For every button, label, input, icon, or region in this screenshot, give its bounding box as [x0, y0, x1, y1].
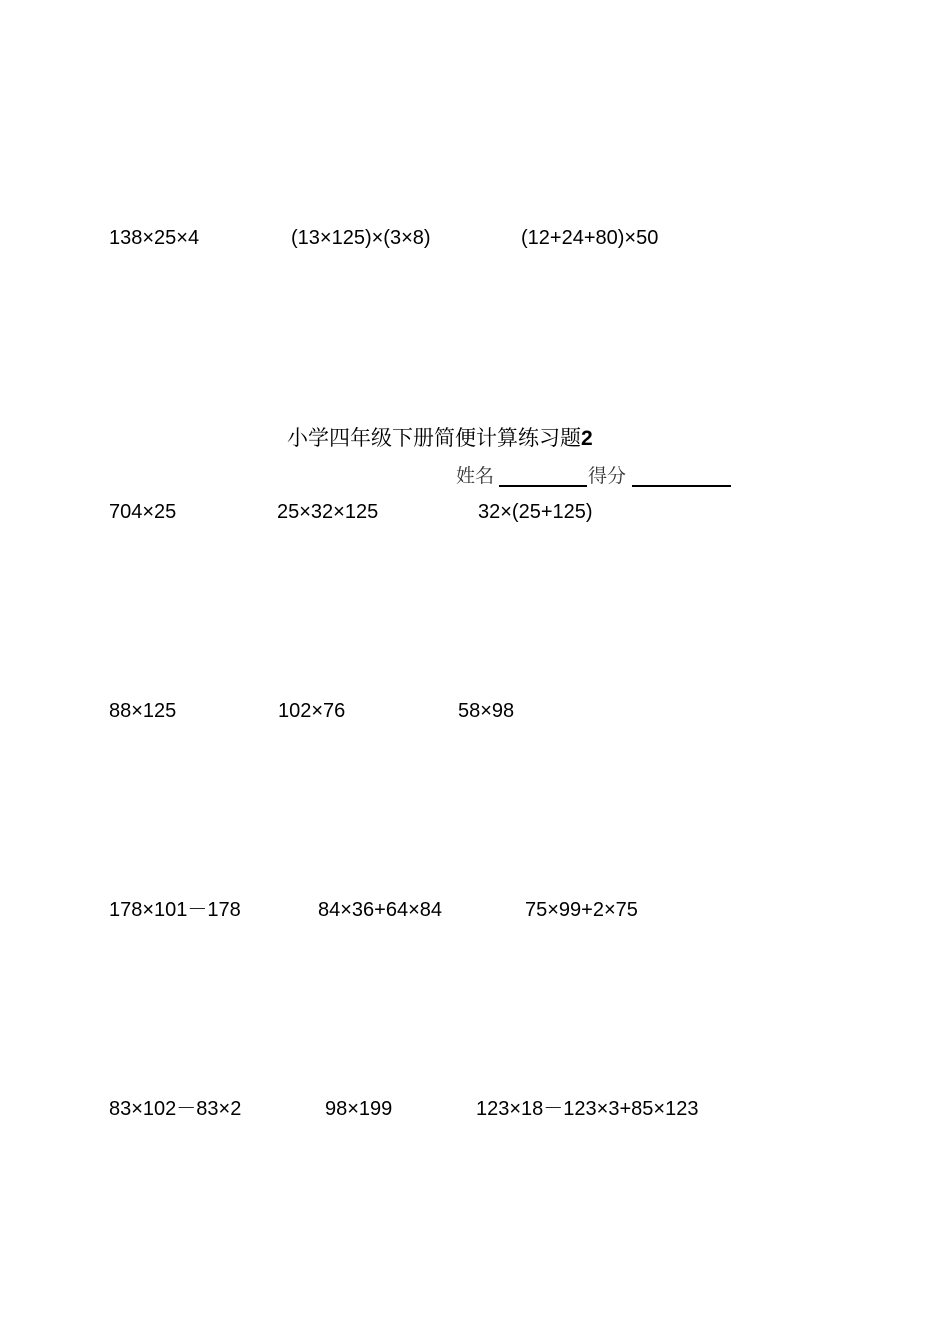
- score-blank: [632, 485, 731, 487]
- problem-4-2: 84×36+64×84: [318, 899, 443, 921]
- problem-3-3: 58×98: [458, 700, 515, 722]
- problem-1-2: (13×125)×(3×8): [291, 227, 431, 249]
- worksheet-title-number: 2: [581, 427, 593, 450]
- name-blank: [499, 485, 587, 487]
- problem-2-1: 704×25: [109, 501, 177, 523]
- problem-3-1: 88×125: [109, 700, 177, 722]
- score-label: 得分: [588, 465, 627, 487]
- problem-3-2: 102×76: [278, 700, 346, 722]
- problem-1-3: (12+24+80)×50: [521, 227, 659, 249]
- problem-5-3: 123×18－123×3+85×123: [476, 1098, 699, 1120]
- problem-5-2: 98×199: [325, 1098, 393, 1120]
- problem-5-1: 83×102－83×2: [109, 1098, 242, 1120]
- worksheet-title-text: 小学四年级下册简便计算练习题: [287, 426, 581, 450]
- name-label: 姓名: [456, 465, 495, 487]
- problem-4-3: 75×99+2×75: [525, 899, 638, 921]
- problem-2-3: 32×(25+125): [478, 501, 593, 523]
- problem-1-1: 138×25×4: [109, 227, 200, 249]
- worksheet-title: [287, 424, 593, 453]
- problem-4-1: 178×101－178: [109, 899, 241, 921]
- problem-2-2: 25×32×125: [277, 501, 379, 523]
